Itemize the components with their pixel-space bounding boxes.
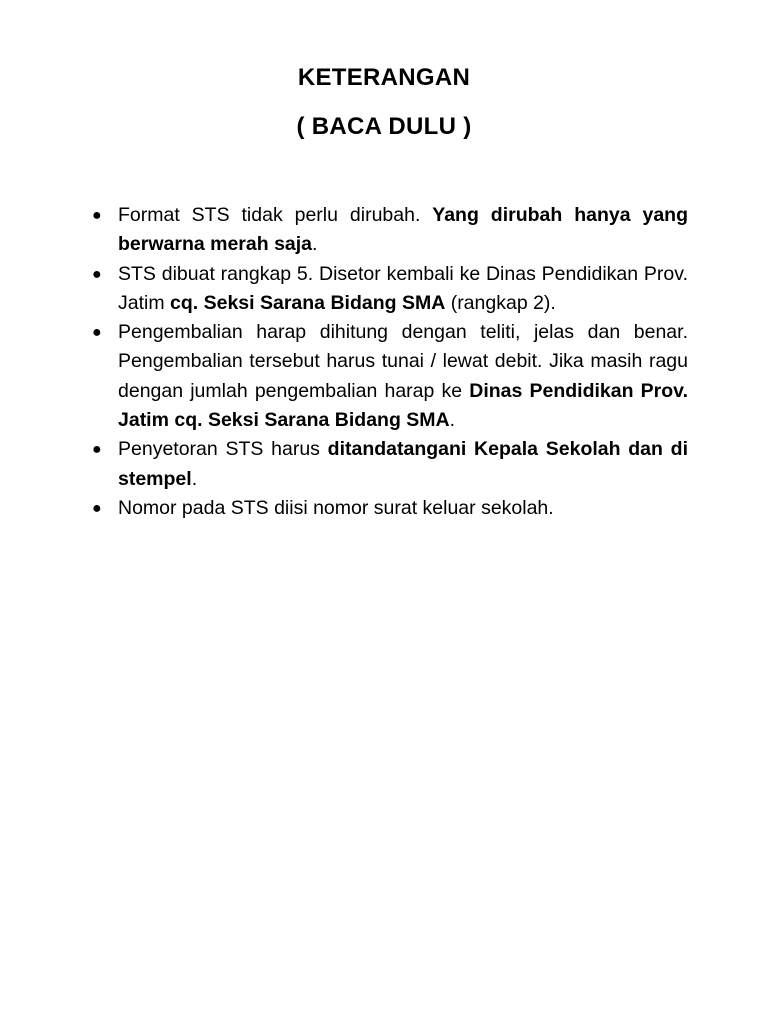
note-segment: STS dibuat rangkap 5. Disetor kembali ke Dinas Pendidikan Prov. Jatim xyxy=(118,262,688,314)
note-item-3 xyxy=(90,318,688,435)
note-item-5 xyxy=(90,494,688,523)
note-segment: Penyetoran STS harus xyxy=(118,438,328,461)
note-segment: . xyxy=(312,233,318,256)
note-text xyxy=(118,204,688,255)
note-segment: Pengembalian harap dihitung dengan teliti, jelas dan benar. Pengembalian tersebut harus tunai / lewat debit. Jika masih ragu dengan jumlah pengembalian harap ke xyxy=(118,321,688,402)
bullet-icon: ● xyxy=(92,207,102,224)
note-text xyxy=(118,263,688,314)
note-segment-bold: Dinas Pendidikan Prov. Jatim cq. Seksi Sarana Bidang SMA xyxy=(118,379,688,432)
note-segment-bold: ditandatangani Kepala Sekolah dan di stempel xyxy=(118,438,688,490)
note-text xyxy=(118,438,688,489)
bullet-icon: ● xyxy=(92,324,102,342)
page-title: KETERANGAN xyxy=(297,64,471,91)
note-segment-bold: Yang dirubah hanya yang berwarna merah saja xyxy=(118,204,688,256)
note-segment: Nomor pada STS diisi nomor surat keluar sekolah. xyxy=(118,496,554,519)
note-segment-bold: cq. Seksi Sarana Bidang SMA xyxy=(170,291,446,314)
note-item-2 xyxy=(90,260,688,319)
note-segment: Format STS tidak perlu dirubah. xyxy=(118,204,433,226)
note-segment: . xyxy=(449,409,456,432)
bullet-icon: ● xyxy=(92,265,102,283)
note-text xyxy=(118,321,688,431)
note-item-1 xyxy=(90,201,688,260)
notes-list xyxy=(90,201,688,523)
note-segment: (rangkap 2). xyxy=(445,291,556,314)
bullet-icon: ● xyxy=(92,441,102,459)
note-segment: . xyxy=(191,467,198,490)
bullet-icon: ● xyxy=(92,499,102,517)
note-item-4 xyxy=(90,435,688,494)
page-subtitle: ( BACA DULU ) xyxy=(296,113,472,140)
note-text xyxy=(118,497,554,519)
